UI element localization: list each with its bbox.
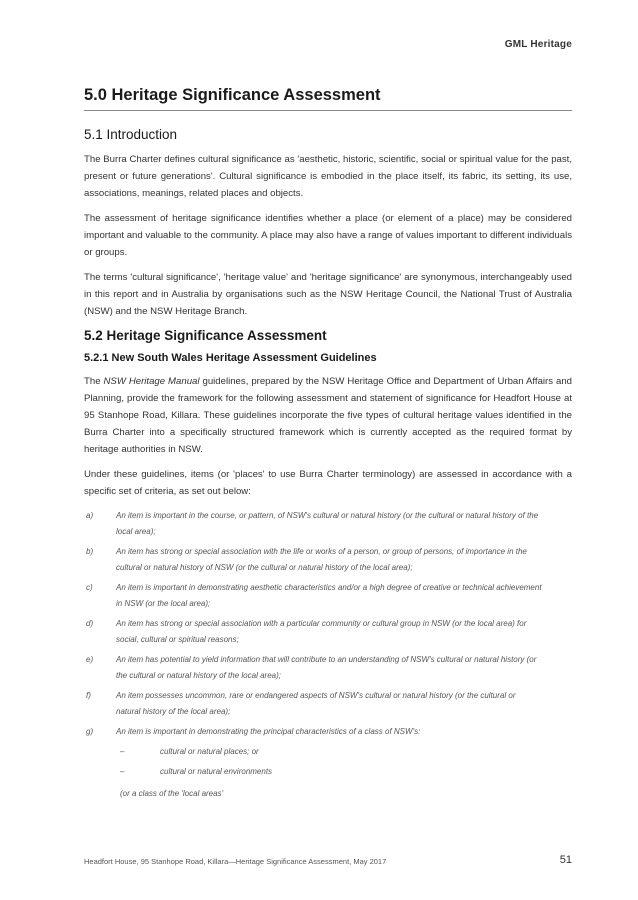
criterion-f xyxy=(84,688,572,720)
bullet-item xyxy=(120,764,572,780)
criterion-label: d) xyxy=(86,619,94,628)
header-brand: GML Heritage xyxy=(504,39,572,50)
bullet-text: cultural or natural environments xyxy=(160,767,273,776)
assessment-heading: 5.2 Heritage Significance Assessment xyxy=(84,328,327,343)
criterion-g xyxy=(84,724,572,740)
guidelines-paragraph-1 xyxy=(84,373,572,458)
intro-paragraph-1: The Burra Charter defines cultural significance as 'aesthetic, historic, scientific, social or spiritual value for the past, present or future generations'. Cultural significance is embodied in the place itself, its fabric, its setting, its use, associations, meanings, related places and objects. xyxy=(84,154,572,199)
bullet-dash: – xyxy=(120,767,125,776)
criteria-note: (or a class of the 'local areas' xyxy=(120,789,224,798)
criterion-label: a) xyxy=(86,511,94,520)
criterion-e xyxy=(84,652,572,684)
criterion-label: f) xyxy=(86,691,91,700)
guidelines-paragraph-2: Under these guidelines, items (or 'places' to use Burra Charter terminology) are assessed in accordance with a specific set of criteria, as set out below: xyxy=(84,469,572,497)
page-number: 51 xyxy=(559,854,572,866)
criterion-text: An item is important in the course, or pattern, of NSW's cultural or natural history (or the cultural or natural history of the local area); xyxy=(116,511,539,536)
intro-heading: 5.1 Introduction xyxy=(84,127,178,142)
criterion-label: b) xyxy=(86,547,94,556)
bullet-dash: – xyxy=(120,747,125,756)
criterion-a xyxy=(84,508,572,540)
guidelines-p1-pre: The xyxy=(84,376,104,387)
criterion-label: g) xyxy=(86,727,94,736)
intro-paragraph-2: The assessment of heritage significance identifies whether a place (or element of a place) may be considered important and valuable to the community. A place may also have a range of values important to different individuals or groups. xyxy=(84,213,572,258)
criterion-label: c) xyxy=(86,583,93,592)
criteria-list xyxy=(84,508,572,802)
criterion-text: An item has potential to yield information that will contribute to an understanding of NSW's cultural or natural history (or the cultural or natural history of the local area); xyxy=(116,655,537,680)
criterion-text: An item has strong or special association with the life or works of a person, or group of persons, of importance in the cultural or natural history of NSW (or the cultural or natural history of the local area); xyxy=(116,547,527,572)
guidelines-subheading: 5.2.1 New South Wales Heritage Assessment Guidelines xyxy=(84,352,377,364)
bullet-item xyxy=(120,744,572,760)
guidelines-p1-post: guidelines, prepared by the NSW Heritage Office and Department of Urban Affairs and Planning, provide the framework for the following assessment and statement of significance for Headfort House at 95 Stanhope Road, Killara. These guidelines incorporate the five types of cultural heritage values identified in the Burra Charter into a specifically structured framework which is currently accepted as the required format by heritage authorities in NSW. xyxy=(84,376,572,455)
criterion-label: e) xyxy=(86,655,94,664)
intro-paragraph-3: The terms 'cultural significance', 'heritage value' and 'heritage significance' are synonymous, interchangeably used in this report and in Australia by organisations such as the NSW Heritage Council, the National Trust of Australia (NSW) and the NSW Heritage Branch. xyxy=(84,272,572,317)
section-title: 5.0 Heritage Significance Assessment xyxy=(84,86,572,111)
nsw-heritage-manual-title: NSW Heritage Manual xyxy=(103,376,200,387)
criterion-d xyxy=(84,616,572,648)
bullet-text: cultural or natural places; or xyxy=(160,747,259,756)
criterion-b xyxy=(84,544,572,576)
criterion-c xyxy=(84,580,572,612)
criterion-text: An item possesses uncommon, rare or endangered aspects of NSW's cultural or natural history (or the cultural or natural history of the local area); xyxy=(116,691,516,716)
criterion-text: An item has strong or special association with a particular community or cultural group in NSW (or the local area) for social, cultural or spiritual reasons; xyxy=(116,619,527,644)
criterion-text: An item is important in demonstrating aesthetic characteristics and/or a high degree of creative or technical achievement in NSW (or the local area); xyxy=(116,583,542,608)
footer-document-title: Headfort House, 95 Stanhope Road, Killara—Heritage Significance Assessment, May 2017 xyxy=(84,857,387,866)
criterion-text: An item is important in demonstrating the principal characteristics of a class of NSW's: xyxy=(116,727,421,736)
page-content xyxy=(84,86,572,802)
